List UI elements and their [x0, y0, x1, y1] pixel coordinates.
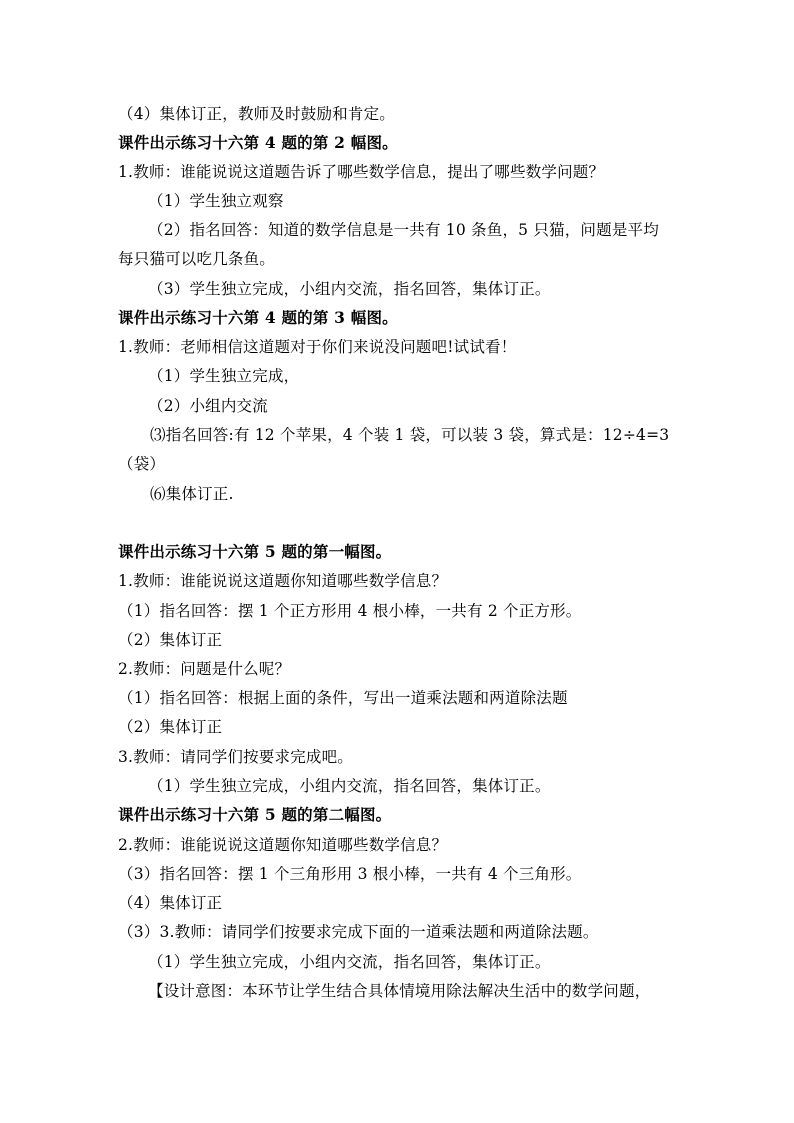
- text-line: 每只猫可以吃几条鱼。: [118, 250, 276, 268]
- text-line: ⑹集体订正.: [150, 485, 234, 503]
- text-line: （4）集体订正，教师及时鼓励和肯定。: [118, 105, 395, 123]
- text-line: （2）指名回答：知道的数学信息是一共有 10 条鱼，5 只猫，问题是平均: [148, 221, 659, 239]
- section-heading: 课件出示练习十六第 4 题的第 3 幅图。: [118, 308, 398, 327]
- text-line: 2.教师：问题是什么呢？: [118, 660, 291, 678]
- text-line: （1）学生独立完成，小组内交流，指名回答，集体订正。: [148, 777, 551, 795]
- text-line: （1）指名回答：摆 1 个正方形用 4 根小棒，一共有 2 个正方形。: [118, 602, 582, 620]
- text-line: （1）学生独立完成，小组内交流，指名回答，集体订正。: [148, 953, 551, 971]
- text-line: （1）指名回答：根据上面的条件，写出一道乘法题和两道除法题: [118, 689, 568, 707]
- text-line: （1）学生独立完成，: [148, 367, 300, 385]
- text-line: 2.教师：谁能说说这道题你知道哪些数学信息？: [118, 836, 448, 854]
- text-line: （3）学生独立完成，小组内交流，指名回答，集体订正。: [148, 280, 551, 298]
- text-line: （4）集体订正: [118, 894, 223, 912]
- text-line: 1.教师：谁能说说这道题你知道哪些数学信息？: [118, 572, 448, 590]
- text-line: （2）集体订正: [118, 718, 223, 736]
- text-line: ⑶指名回答:有 12 个苹果，4 个装 1 袋，可以装 3 袋，算式是：12÷4=3: [150, 426, 670, 444]
- text-line: 1.教师：老师相信这道题对于你们来说没问题吧!试试看！: [118, 338, 517, 356]
- text-line: （3）3.教师：请同学们按要求完成下面的一道乘法题和两道除法题。: [118, 923, 599, 941]
- text-line: （袋）: [118, 455, 166, 473]
- section-heading: 课件出示练习十六第 5 题的第二幅图。: [118, 805, 392, 824]
- text-line: （3）指名回答：摆 1 个三角形用 3 根小棒，一共有 4 个三角形。: [118, 865, 582, 883]
- text-line: 【设计意图：本环节让学生结合具体情境用除法解决生活中的数学问题，: [148, 982, 651, 1000]
- text-line: 3.教师：请同学们按要求完成吧。: [118, 748, 353, 766]
- section-heading: 课件出示练习十六第 4 题的第 2 幅图。: [118, 133, 398, 152]
- text-line: （1）学生独立观察: [148, 192, 284, 210]
- text-line: （2）集体订正: [118, 631, 223, 649]
- text-line: 1.教师：谁能说说这道题告诉了哪些数学信息，提出了哪些数学问题？: [118, 163, 605, 181]
- section-heading: 课件出示练习十六第 5 题的第一幅图。: [118, 542, 392, 561]
- text-line: （2）小组内交流: [148, 397, 268, 415]
